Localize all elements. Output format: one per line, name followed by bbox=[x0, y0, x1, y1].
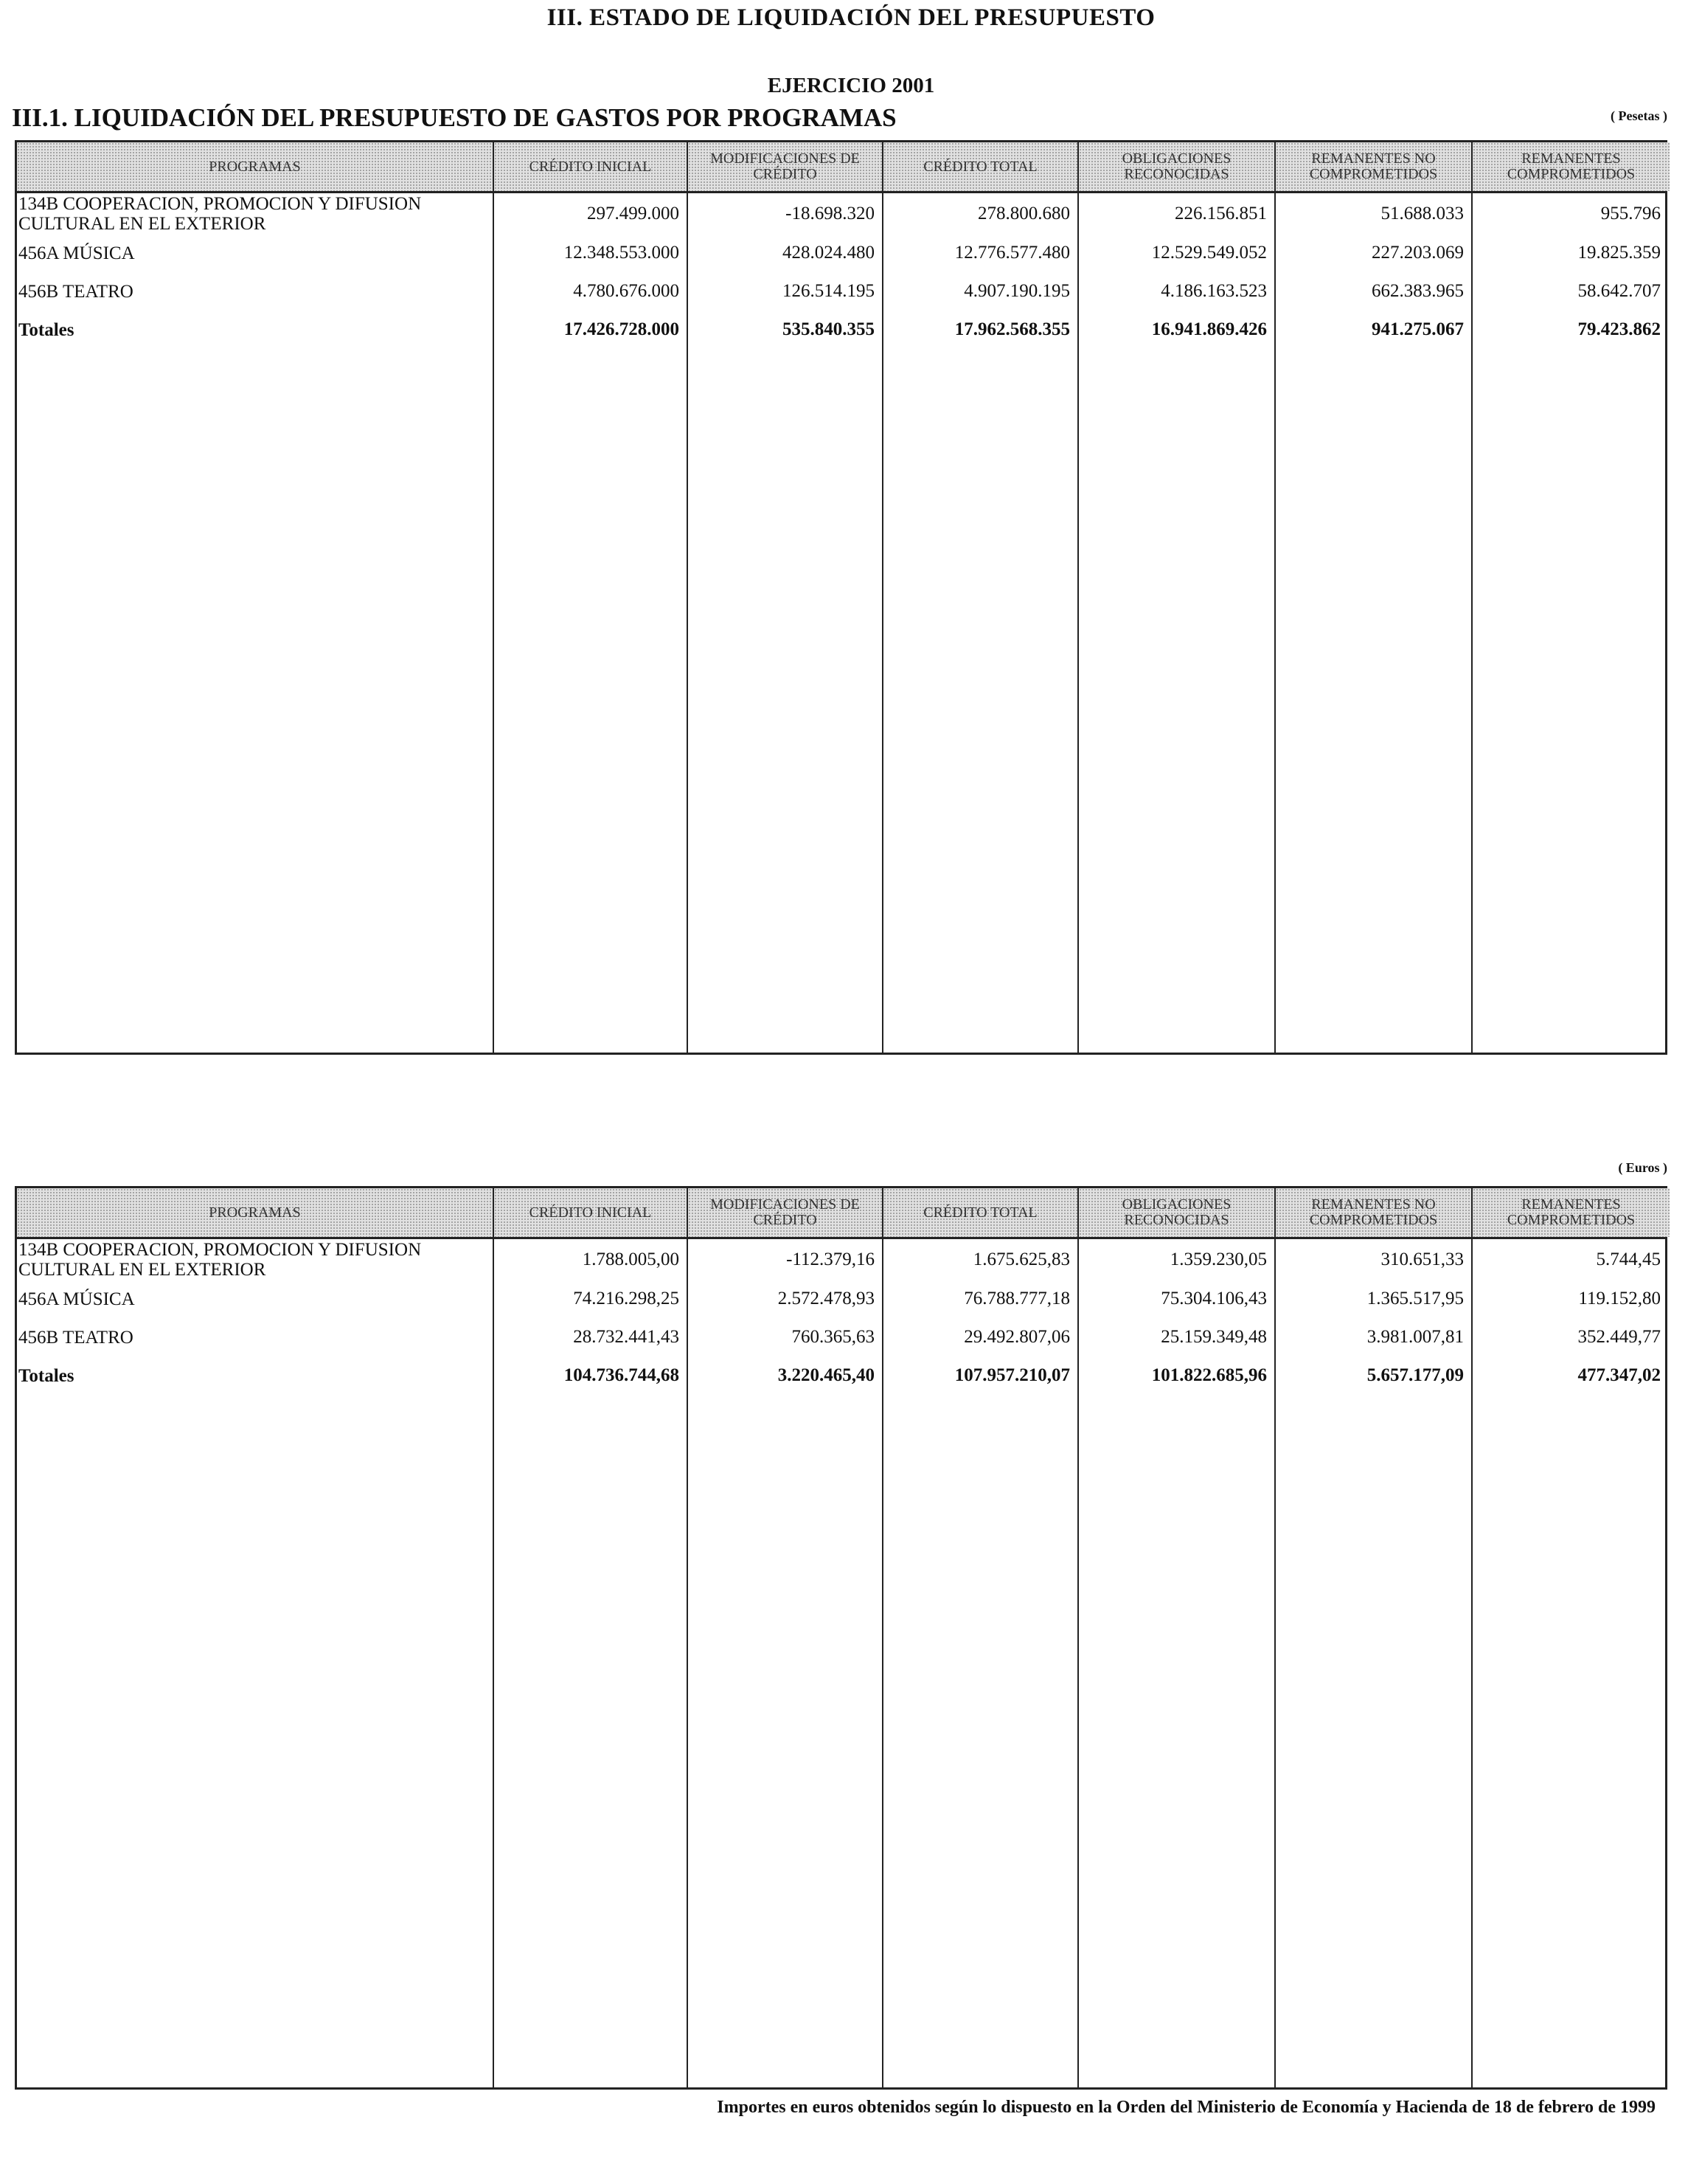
cell-credito-total: 76.788.777,18 bbox=[964, 1289, 1070, 1308]
fiscal-year: EJERCICIO 2001 bbox=[767, 74, 935, 97]
cell-modificaciones: 428.024.480 bbox=[782, 243, 875, 263]
col-header-remanentes-no-comprometidos: REMANENTES NO COMPROMETIDOS bbox=[1276, 142, 1471, 191]
totals-row bbox=[17, 1356, 1665, 1395]
col-header-credito-inicial: CRÉDITO INICIAL bbox=[494, 1188, 687, 1237]
cell-modificaciones: 2.572.478,93 bbox=[777, 1289, 875, 1308]
col-header-credito-total: CRÉDITO TOTAL bbox=[883, 142, 1077, 191]
cell-remanentes-no-comprometidos: 3.981.007,81 bbox=[1366, 1327, 1464, 1347]
cell-obligaciones: 4.186.163.523 bbox=[1161, 281, 1267, 301]
pesetas-table bbox=[15, 140, 1667, 1055]
cell-obligaciones: 75.304.106,43 bbox=[1161, 1289, 1267, 1308]
cell-remanentes-comprometidos: 19.825.359 bbox=[1577, 243, 1661, 263]
cell-remanentes-comprometidos: 5.744,45 bbox=[1596, 1249, 1661, 1269]
cell-remanentes-comprometidos: 477.347,02 bbox=[1577, 1365, 1661, 1385]
cell-remanentes-no-comprometidos: 1.365.517,95 bbox=[1366, 1289, 1464, 1308]
cell-modificaciones: 535.840.355 bbox=[782, 319, 875, 339]
cell-credito-inicial: 4.780.676.000 bbox=[573, 281, 679, 301]
cell-programas: 134B COOPERACION, PROMOCION Y DIFUSION CULTURAL EN EL EXTERIOR bbox=[18, 194, 422, 234]
table-row bbox=[17, 272, 1665, 311]
cell-credito-inicial: 104.736.744,68 bbox=[563, 1365, 679, 1385]
cell-credito-total: 29.492.807,06 bbox=[964, 1327, 1070, 1347]
col-header-remanentes-comprometidos: REMANENTES COMPROMETIDOS bbox=[1473, 142, 1670, 191]
cell-obligaciones: 16.941.869.426 bbox=[1151, 319, 1267, 339]
cell-credito-inicial: 17.426.728.000 bbox=[563, 319, 679, 339]
cell-remanentes-no-comprometidos: 662.383.965 bbox=[1372, 281, 1464, 301]
cell-credito-total: 107.957.210,07 bbox=[954, 1365, 1070, 1385]
cell-modificaciones: 3.220.465,40 bbox=[777, 1365, 875, 1385]
cell-credito-total: 4.907.190.195 bbox=[964, 281, 1070, 301]
table-row bbox=[17, 195, 1665, 233]
col-header-programas: PROGRAMAS bbox=[17, 142, 493, 191]
euros-table bbox=[15, 1186, 1667, 2090]
col-header-programas: PROGRAMAS bbox=[17, 1188, 493, 1237]
cell-modificaciones: 760.365,63 bbox=[791, 1327, 875, 1347]
cell-credito-inicial: 28.732.441,43 bbox=[573, 1327, 679, 1347]
cell-obligaciones: 1.359.230,05 bbox=[1170, 1249, 1267, 1269]
cell-modificaciones: -112.379,16 bbox=[786, 1249, 875, 1269]
cell-programas: Totales bbox=[18, 319, 74, 340]
cell-credito-total: 12.776.577.480 bbox=[954, 243, 1070, 263]
totals-row bbox=[17, 311, 1665, 349]
unit-label-pesetas: ( Pesetas ) bbox=[1611, 108, 1667, 123]
col-header-obligaciones: OBLIGACIONES RECONOCIDAS bbox=[1079, 1188, 1274, 1237]
cell-remanentes-comprometidos: 119.152,80 bbox=[1578, 1289, 1661, 1308]
cell-programas: Totales bbox=[18, 1365, 74, 1386]
cell-remanentes-no-comprometidos: 227.203.069 bbox=[1372, 243, 1464, 263]
cell-remanentes-no-comprometidos: 51.688.033 bbox=[1380, 204, 1464, 223]
col-header-credito-inicial: CRÉDITO INICIAL bbox=[494, 142, 687, 191]
cell-programas: 456A MÚSICA bbox=[18, 1289, 135, 1309]
cell-programas: 456A MÚSICA bbox=[18, 243, 135, 263]
unit-label-euros: ( Euros ) bbox=[1618, 1160, 1667, 1175]
col-header-remanentes-comprometidos: REMANENTES COMPROMETIDOS bbox=[1473, 1188, 1670, 1237]
cell-programas: 456B TEATRO bbox=[18, 1327, 133, 1348]
document-title: III. ESTADO DE LIQUIDACIÓN DEL PRESUPUESTO bbox=[546, 4, 1156, 31]
footnote: Importes en euros obtenidos según lo dispuesto en la Orden del Ministerio de Economía y Hacienda de 18 de febrero de 1999 bbox=[717, 2098, 1656, 2117]
cell-modificaciones: 126.514.195 bbox=[782, 281, 875, 301]
cell-obligaciones: 101.822.685,96 bbox=[1151, 1365, 1267, 1385]
table-header bbox=[17, 142, 1665, 193]
cell-remanentes-no-comprometidos: 310.651,33 bbox=[1380, 1249, 1464, 1269]
cell-credito-inicial: 12.348.553.000 bbox=[563, 243, 679, 263]
cell-remanentes-no-comprometidos: 5.657.177,09 bbox=[1366, 1365, 1464, 1385]
table-header bbox=[17, 1188, 1665, 1239]
col-header-remanentes-no-comprometidos: REMANENTES NO COMPROMETIDOS bbox=[1276, 1188, 1471, 1237]
cell-credito-total: 278.800.680 bbox=[978, 204, 1070, 223]
cell-remanentes-comprometidos: 58.642.707 bbox=[1577, 281, 1661, 301]
section-title: III.1. LIQUIDACIÓN DEL PRESUPUESTO DE GASTOS POR PROGRAMAS bbox=[12, 103, 897, 132]
cell-credito-inicial: 74.216.298,25 bbox=[573, 1289, 679, 1308]
cell-credito-inicial: 297.499.000 bbox=[587, 204, 679, 223]
col-header-modificaciones: MODIFICACIONES DE CRÉDITO bbox=[688, 1188, 882, 1237]
cell-remanentes-comprometidos: 352.449,77 bbox=[1577, 1327, 1661, 1347]
cell-remanentes-comprometidos: 955.796 bbox=[1600, 204, 1661, 223]
cell-obligaciones: 25.159.349,48 bbox=[1161, 1327, 1267, 1347]
col-header-obligaciones: OBLIGACIONES RECONOCIDAS bbox=[1079, 142, 1274, 191]
cell-credito-inicial: 1.788.005,00 bbox=[582, 1249, 679, 1269]
table-row bbox=[17, 1318, 1665, 1356]
cell-remanentes-comprometidos: 79.423.862 bbox=[1577, 319, 1661, 339]
col-header-modificaciones: MODIFICACIONES DE CRÉDITO bbox=[688, 142, 882, 191]
cell-programas: 456B TEATRO bbox=[18, 281, 133, 302]
table-row bbox=[17, 234, 1665, 272]
cell-credito-total: 17.962.568.355 bbox=[954, 319, 1070, 339]
cell-programas: 134B COOPERACION, PROMOCION Y DIFUSION CULTURAL EN EL EXTERIOR bbox=[18, 1240, 422, 1280]
cell-obligaciones: 226.156.851 bbox=[1175, 204, 1267, 223]
cell-remanentes-no-comprometidos: 941.275.067 bbox=[1372, 319, 1464, 339]
table-row bbox=[17, 1241, 1665, 1279]
cell-credito-total: 1.675.625,83 bbox=[973, 1249, 1070, 1269]
table-row bbox=[17, 1280, 1665, 1318]
cell-modificaciones: -18.698.320 bbox=[785, 204, 875, 223]
col-header-credito-total: CRÉDITO TOTAL bbox=[883, 1188, 1077, 1237]
cell-obligaciones: 12.529.549.052 bbox=[1151, 243, 1267, 263]
